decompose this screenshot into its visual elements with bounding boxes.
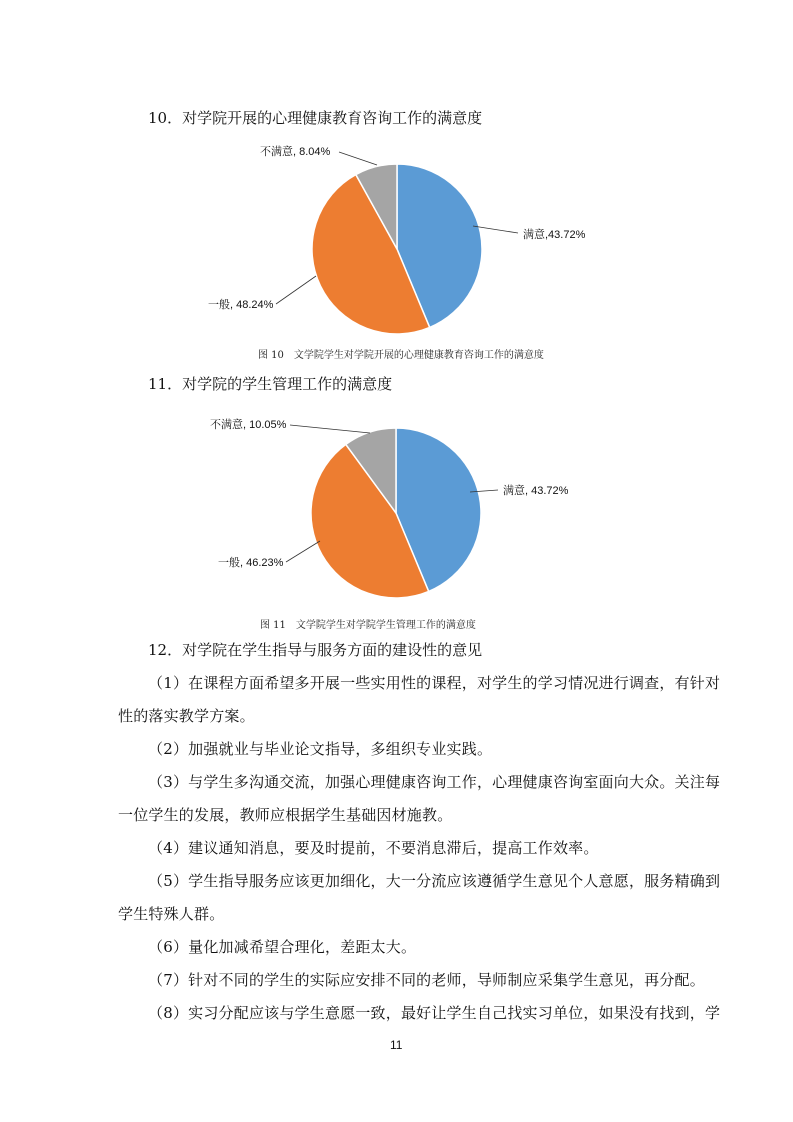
pie-leader-line xyxy=(290,425,370,433)
paragraph-line: （3）与学生多沟通交流，加强心理健康咨询工作，心理健康咨询室面向大众。关注每 xyxy=(148,773,721,791)
section-11-heading: 11．对学院的学生管理工作的满意度 xyxy=(148,375,393,393)
section-12-heading: 12．对学院在学生指导与服务方面的建设性的意见 xyxy=(148,641,483,659)
section-10-heading: 10．对学院开展的心理健康教育咨询工作的满意度 xyxy=(148,109,483,127)
paragraph-line: （4）建议通知消息，要及时提前，不要消息滞后，提高工作效率。 xyxy=(148,839,599,857)
pie-data-label: 一般, 48.24% xyxy=(208,299,274,311)
paragraph-line: 一位学生的发展，教师应根据学生基础因材施教。 xyxy=(118,806,453,824)
pie-data-label: 满意, 43.72% xyxy=(503,485,569,497)
pie-data-label: 一般, 46.23% xyxy=(218,557,284,569)
paragraph-line: （2）加强就业与毕业论文指导，多组织专业实践。 xyxy=(148,740,493,758)
pie-data-label: 满意,43.72% xyxy=(523,229,586,241)
paragraph-line: （1）在课程方面希望多开展一些实用性的课程，对学生的学习情况进行调查，有针对 xyxy=(148,674,721,692)
paragraph-line: （5）学生指导服务应该更加细化，大一分流应该遵循学生意见个人意愿，服务精确到 xyxy=(148,872,721,890)
paragraph-line: 性的落实教学方案。 xyxy=(118,707,255,725)
figure-11-caption: 图 11 文学院学生对学院学生管理工作的满意度 xyxy=(260,620,476,631)
figure-10-caption: 图 10 文学院学生对学院开展的心理健康教育咨询工作的满意度 xyxy=(258,350,544,361)
pie-data-label: 不满意, 10.05% xyxy=(210,419,287,431)
pie-leader-line xyxy=(339,152,377,165)
pie-chart-10 xyxy=(0,140,793,340)
pie-leader-line xyxy=(286,541,320,562)
paragraph-line: （7）针对不同的学生的实际应安排不同的老师，导师制应采集学生意见，再分配。 xyxy=(148,971,705,989)
paragraph-line: （6）量化加减希望合理化，差距太大。 xyxy=(148,938,417,956)
pie-data-label: 不满意, 8.04% xyxy=(260,146,331,158)
pie-chart-11 xyxy=(0,404,793,604)
pie-leader-line xyxy=(276,276,316,304)
page-number: 11 xyxy=(390,1038,403,1052)
paragraph-line: 学生特殊人群。 xyxy=(118,905,225,923)
paragraph-line: （8）实习分配应该与学生意愿一致，最好让学生自己找实习单位，如果没有找到，学 xyxy=(148,1004,721,1022)
